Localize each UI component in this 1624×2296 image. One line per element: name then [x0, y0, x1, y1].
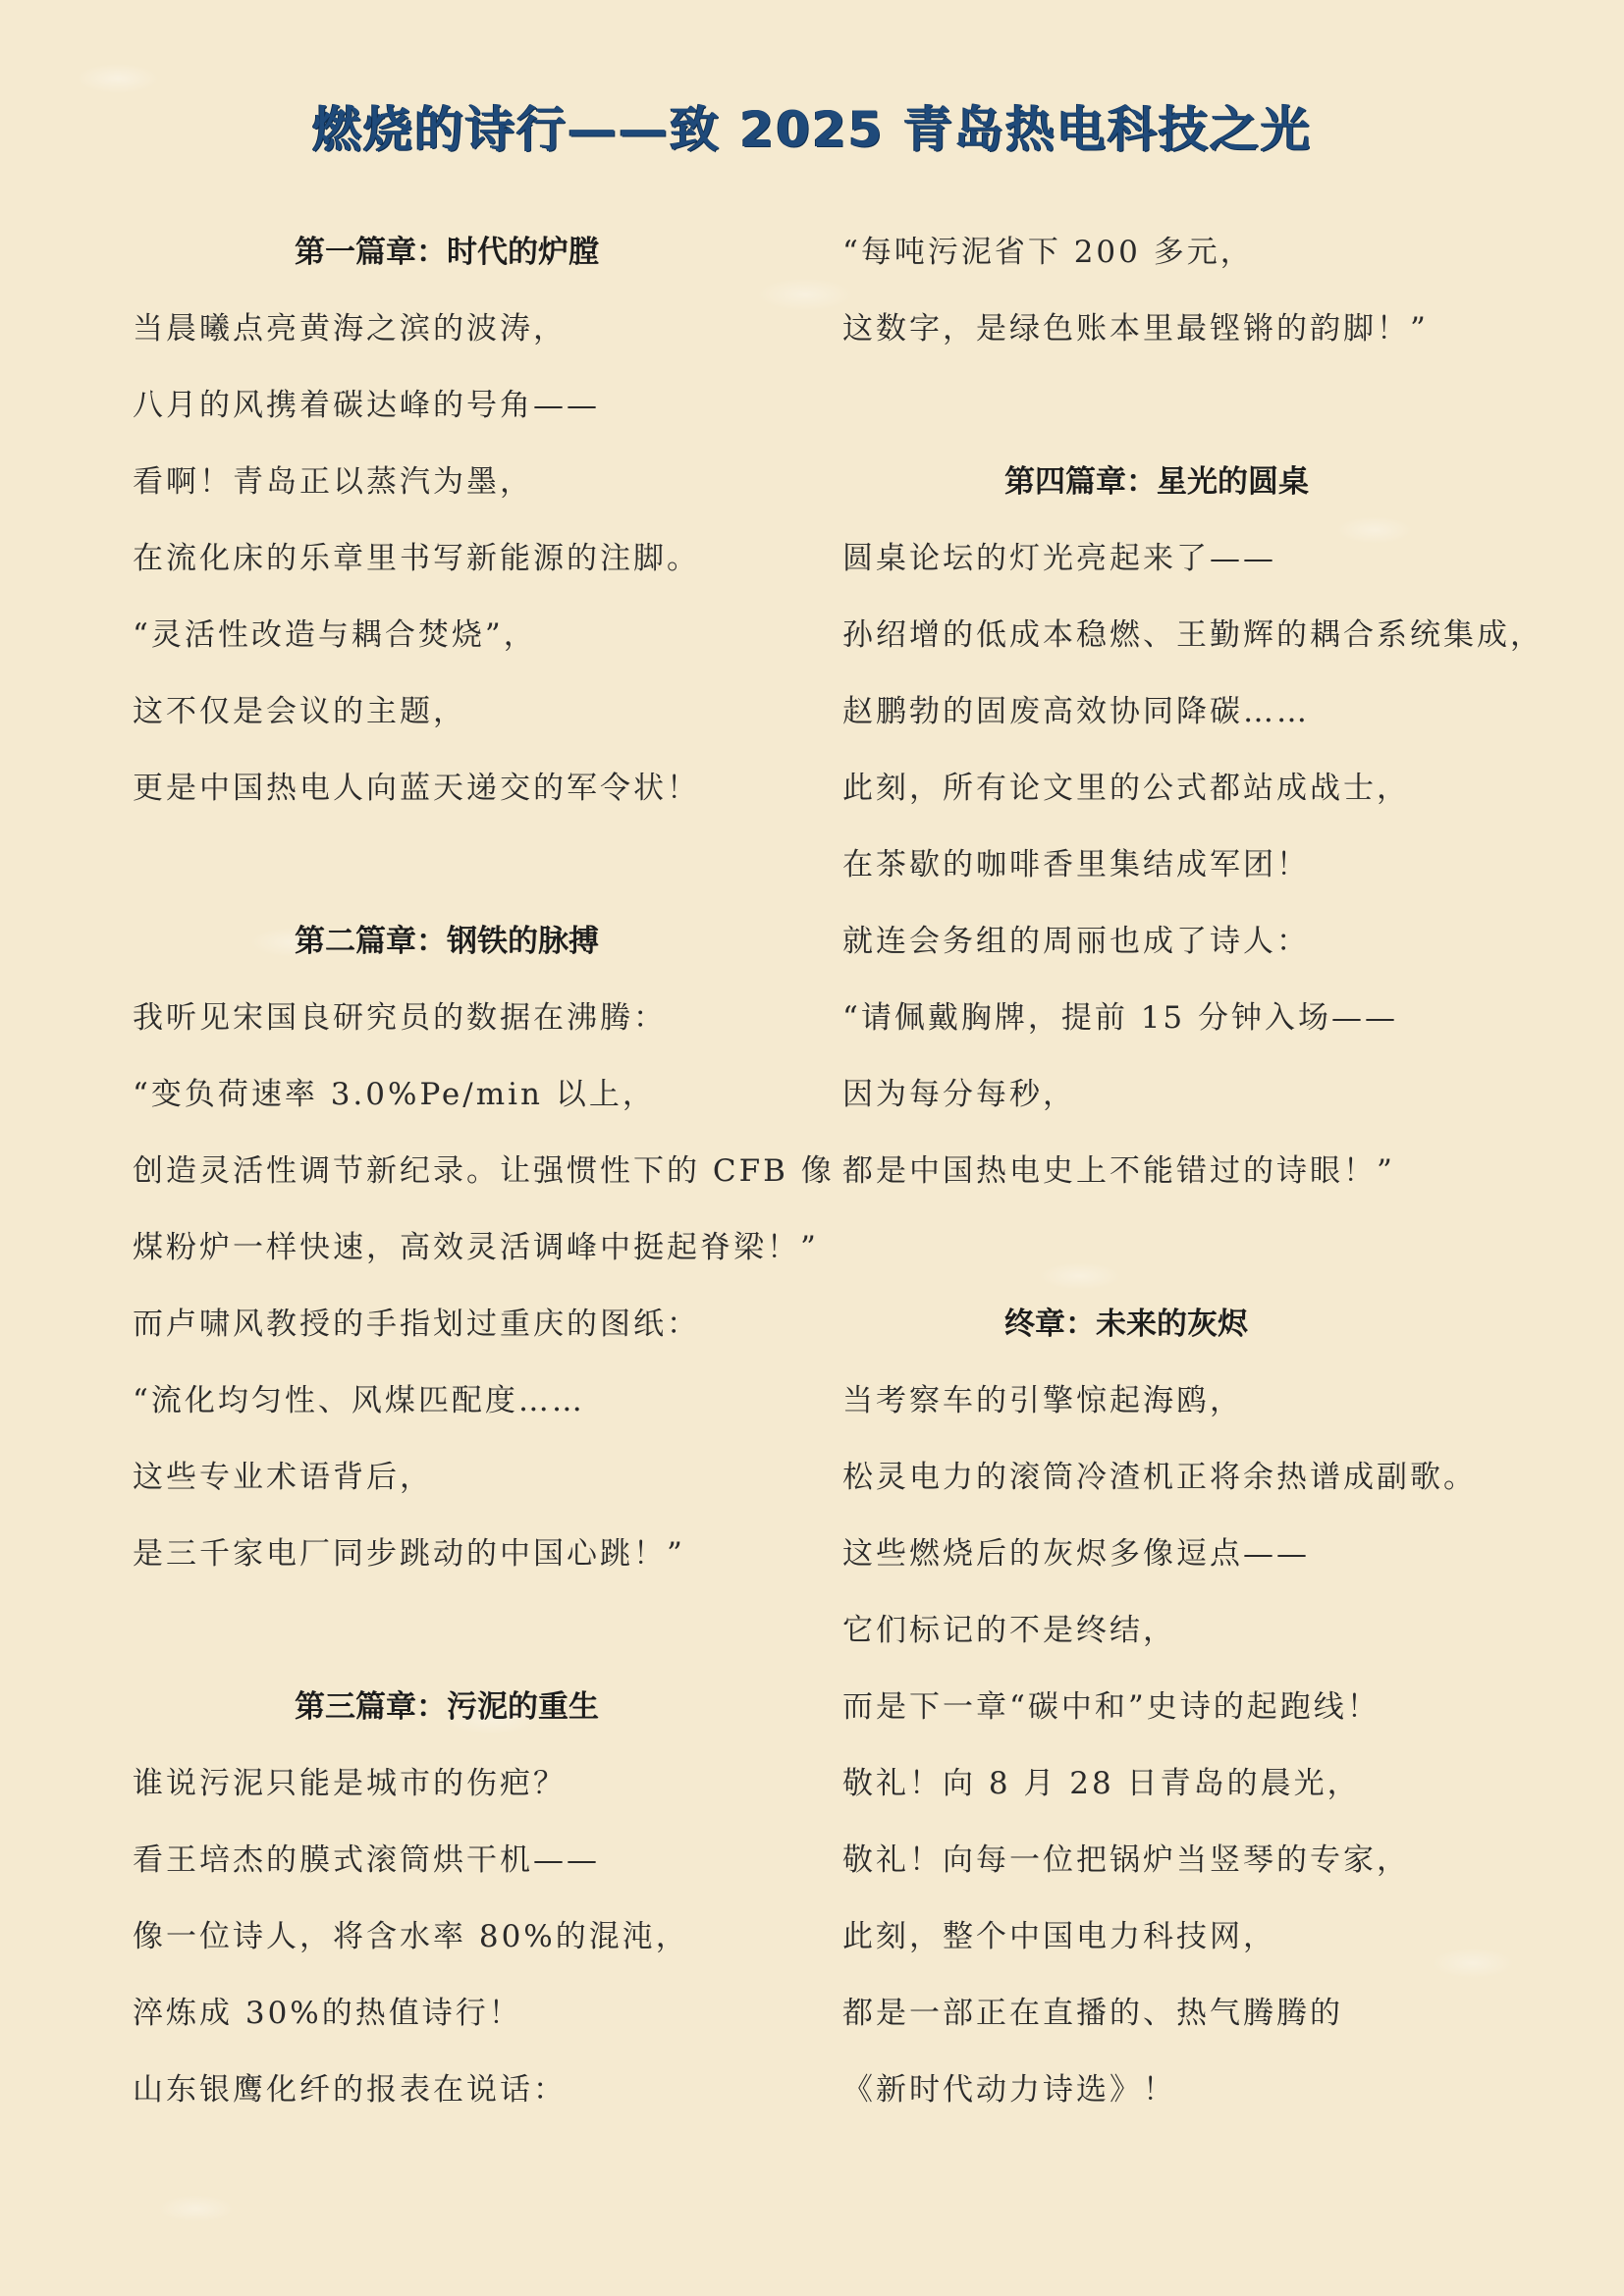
- stanza-spacer: [842, 1209, 1549, 1286]
- right-column: [842, 214, 1549, 2128]
- poem-line: “每吨污泥省下 200 多元，: [842, 235, 1254, 270]
- poem-line: 都是一部正在直播的、热气腾腾的: [842, 1996, 1343, 2031]
- poem-line: “请佩戴胸牌，提前 15 分钟入场——: [842, 1000, 1399, 1036]
- poem-line: 《新时代动力诗选》！: [842, 2072, 1176, 2108]
- poem-line: 敬礼！向 8 月 28 日青岛的晨光，: [842, 1766, 1361, 1801]
- poem-line: 赵鹏勃的固废高效协同降碳……: [842, 694, 1310, 729]
- poem-line: 它们标记的不是终结，: [842, 1613, 1176, 1648]
- stanza-spacer: [842, 367, 1549, 444]
- poem-line: 八月的风携着碳达峰的号角——: [133, 388, 600, 423]
- poem-line: 松灵电力的滚筒冷渣机正将余热谱成副歌。: [842, 1460, 1477, 1495]
- poem-line: 此刻，整个中国电力科技网，: [842, 1919, 1276, 1954]
- final-chapter-heading: 终章：未来的灰烬: [1004, 1307, 1248, 1342]
- poem-line: 这些燃烧后的灰烬多像逗点——: [842, 1536, 1310, 1572]
- poem-line: 我听见宋国良研究员的数据在沸腾：: [133, 1000, 667, 1036]
- poem-line: 这数字，是绿色账本里最铿锵的韵脚！”: [842, 311, 1429, 347]
- poem-line: 创造灵活性调节新纪录。让强惯性下的 CFB 像: [133, 1153, 835, 1189]
- poem-line: 圆桌论坛的灯光亮起来了——: [842, 541, 1276, 576]
- poem-line: 更是中国热电人向蓝天递交的军令状！: [133, 771, 700, 806]
- poem-line: 看王培杰的膜式滚筒烘干机——: [133, 1842, 600, 1878]
- poem-line: 这些专业术语背后，: [133, 1460, 433, 1495]
- chapter-3-heading: 第三篇章：污泥的重生: [295, 1689, 599, 1725]
- poem-line: 山东银鹰化纤的报表在说话：: [133, 2072, 567, 2108]
- poem-line: 像一位诗人，将含水率 80%的混沌，: [133, 1919, 689, 1954]
- poem-line: 而是下一章“碳中和”史诗的起跑线！: [842, 1689, 1380, 1725]
- poem-line: 都是中国热电史上不能错过的诗眼！”: [842, 1153, 1395, 1189]
- chapter-2-heading: 第二篇章：钢铁的脉搏: [295, 924, 599, 959]
- left-column: [133, 214, 839, 2128]
- poem-line: “变负荷速率 3.0%Pe/min 以上，: [133, 1077, 656, 1112]
- poem-line: 当晨曦点亮黄海之滨的波涛，: [133, 311, 567, 347]
- chapter-4-heading: 第四篇章：星光的圆桌: [1004, 464, 1309, 500]
- poem-line: 淬炼成 30%的热值诗行！: [133, 1996, 522, 2031]
- poem-line: 就连会务组的周丽也成了诗人：: [842, 924, 1310, 959]
- poem-line: “流化均匀性、风煤匹配度……: [133, 1383, 585, 1418]
- page-title: 燃烧的诗行——致 2025 青岛热电科技之光: [312, 101, 1312, 158]
- poem-line: 煤粉炉一样快速，高效灵活调峰中挺起脊梁！”: [133, 1230, 819, 1265]
- stanza-spacer: [133, 827, 839, 903]
- poem-line: 孙绍增的低成本稳燃、王勤辉的耦合系统集成，: [842, 617, 1543, 653]
- chapter-1-heading: 第一篇章：时代的炉膛: [295, 235, 599, 270]
- poem-line: 看啊！青岛正以蒸汽为墨，: [133, 464, 533, 500]
- poem-line: 谁说污泥只能是城市的伤疤？: [133, 1766, 567, 1801]
- poem-line: 当考察车的引擎惊起海鸥，: [842, 1383, 1243, 1418]
- poem-line: 在流化床的乐章里书写新能源的注脚。: [133, 541, 700, 576]
- poem-line: 而卢啸风教授的手指划过重庆的图纸：: [133, 1307, 700, 1342]
- poem-line: 在茶歇的咖啡香里集结成军团！: [842, 847, 1310, 882]
- stanza-spacer: [133, 1592, 839, 1669]
- poem-line: “灵活性改造与耦合焚烧”，: [133, 617, 537, 653]
- poem-line: 是三千家电厂同步跳动的中国心跳！”: [133, 1536, 685, 1572]
- poem-line: 因为每分每秒，: [842, 1077, 1076, 1112]
- poem-line: 这不仅是会议的主题，: [133, 694, 466, 729]
- poem-line: 敬礼！向每一位把锅炉当竖琴的专家，: [842, 1842, 1410, 1878]
- poem-line: 此刻，所有论文里的公式都站成战士，: [842, 771, 1410, 806]
